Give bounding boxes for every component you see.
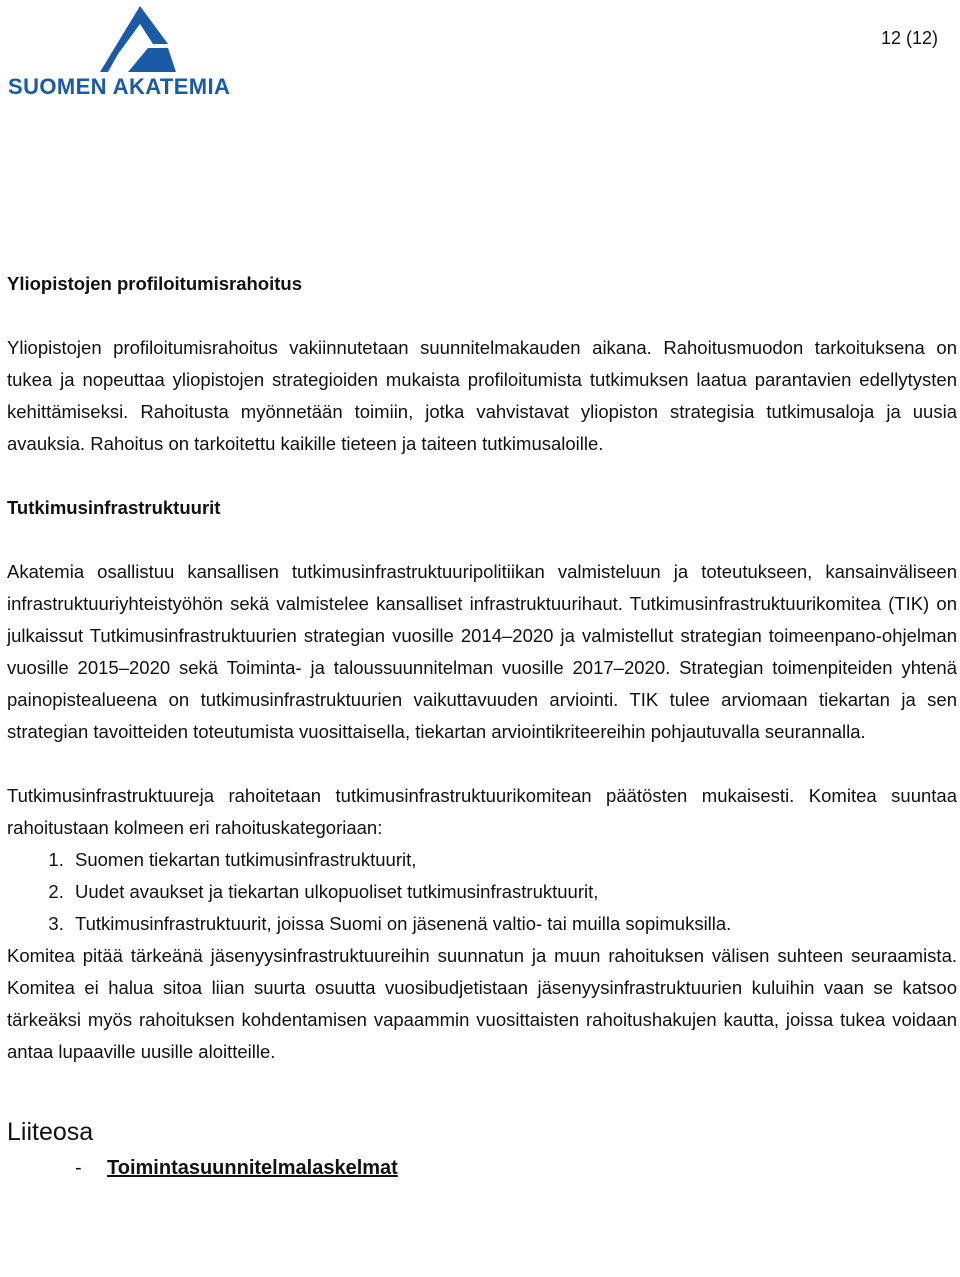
list-item: 1. Suomen tiekartan tutkimusinfrastruktuurit,: [69, 844, 957, 876]
section-heading-profiloitumisrahoitus: Yliopistojen profiloitumisrahoitus: [7, 273, 302, 294]
appendix-item: [7, 1150, 957, 1186]
triangle-logo-icon: [8, 4, 258, 74]
page-number: 12 (12): [880, 28, 938, 48]
paragraph-infra-1: Akatemia osallistuu kansallisen tutkimusinfrastruktuuripolitiikan valmisteluun ja toteutukseen, kansainväliseen infrastruktuuriyhteistyöhön sekä valmistelee kansalliset infrastruktuurihaut. Tutkimusinfrastruktuurikomitea (TIK) on julkaissut Tutkimusinfrastruktuurien strategian vuosille 2014–2020 ja valmistellut strategian toimeenpano-ohjelman vuosille 2015–2020 sekä Toiminta- ja taloussuunnitelman vuosille 2017–2020. Strategian toimenpiteiden yhtenä painopistealueena on tutkimusinfrastruktuurien vaikuttavuuden arviointi. TIK tulee arviomaan tiekartan ja sen strategian tavoitteiden toteutumista vuosittaisella, tiekartan arviointikriteereihin pohjautuvalla seurannalla.: [7, 561, 957, 742]
appendix-item-label: Toimintasuunnitelmalaskelmat: [107, 1157, 398, 1179]
appendix-heading: Liiteosa: [7, 1118, 94, 1146]
paragraph-infra-3: Komitea pitää tärkeänä jäsenyysinfrastruktuureihin suunnatun ja muun rahoituksen välisen suhteen seuraamista. Komitea ei halua sitoa liian suurta osuutta vuosibudjetistaan jäsenyysinfrastruktuurien kuluihin vaan se katsoo tärkeäksi myös rahoituksen kohdentamisen vapaammin vuosittaisten rahoitushakujen kautta, joissa tukea voidaan antaa lupaaville uusille aloitteille.: [7, 945, 957, 1062]
suomen-akatemia-logo: [8, 4, 258, 98]
list-item: 3. Tutkimusinfrastruktuurit, joissa Suomi on jäsenenä valtio- tai muilla sopimuksilla.: [69, 908, 957, 940]
logo-text: SUOMEN AKATEMIA: [8, 74, 231, 99]
list-item: 2. Uudet avaukset ja tiekartan ulkopuoliset tutkimusinfrastruktuurit,: [69, 876, 957, 908]
document-body: [7, 268, 957, 1186]
section-heading-tutkimusinfrastruktuurit: Tutkimusinfrastruktuurit: [7, 497, 221, 518]
dash-bullet: -: [75, 1157, 82, 1179]
paragraph-profiloitumisrahoitus: Yliopistojen profiloitumisrahoitus vakiinnutetaan suunnitelmakauden aikana. Rahoitusmuodon tarkoituksena on tukea ja nopeuttaa yliopistojen strategioiden mukaista profiloitumista tutkimuksen laatua parantavien edellytysten kehittämiseksi. Rahoitusta myönnetään toimiin, jotka vahvistavat yliopiston strategisia tutkimusaloja ja uusia avauksia. Rahoitus on tarkoitettu kaikille tieteen ja taiteen tutkimusaloille.: [7, 337, 957, 454]
funding-categories-list: [7, 844, 957, 940]
paragraph-infra-2: Tutkimusinfrastruktuureja rahoitetaan tutkimusinfrastruktuurikomitean päätösten mukaisesti. Komitea suuntaa rahoitustaan kolmeen eri rahoituskategoriaan:: [7, 785, 957, 838]
